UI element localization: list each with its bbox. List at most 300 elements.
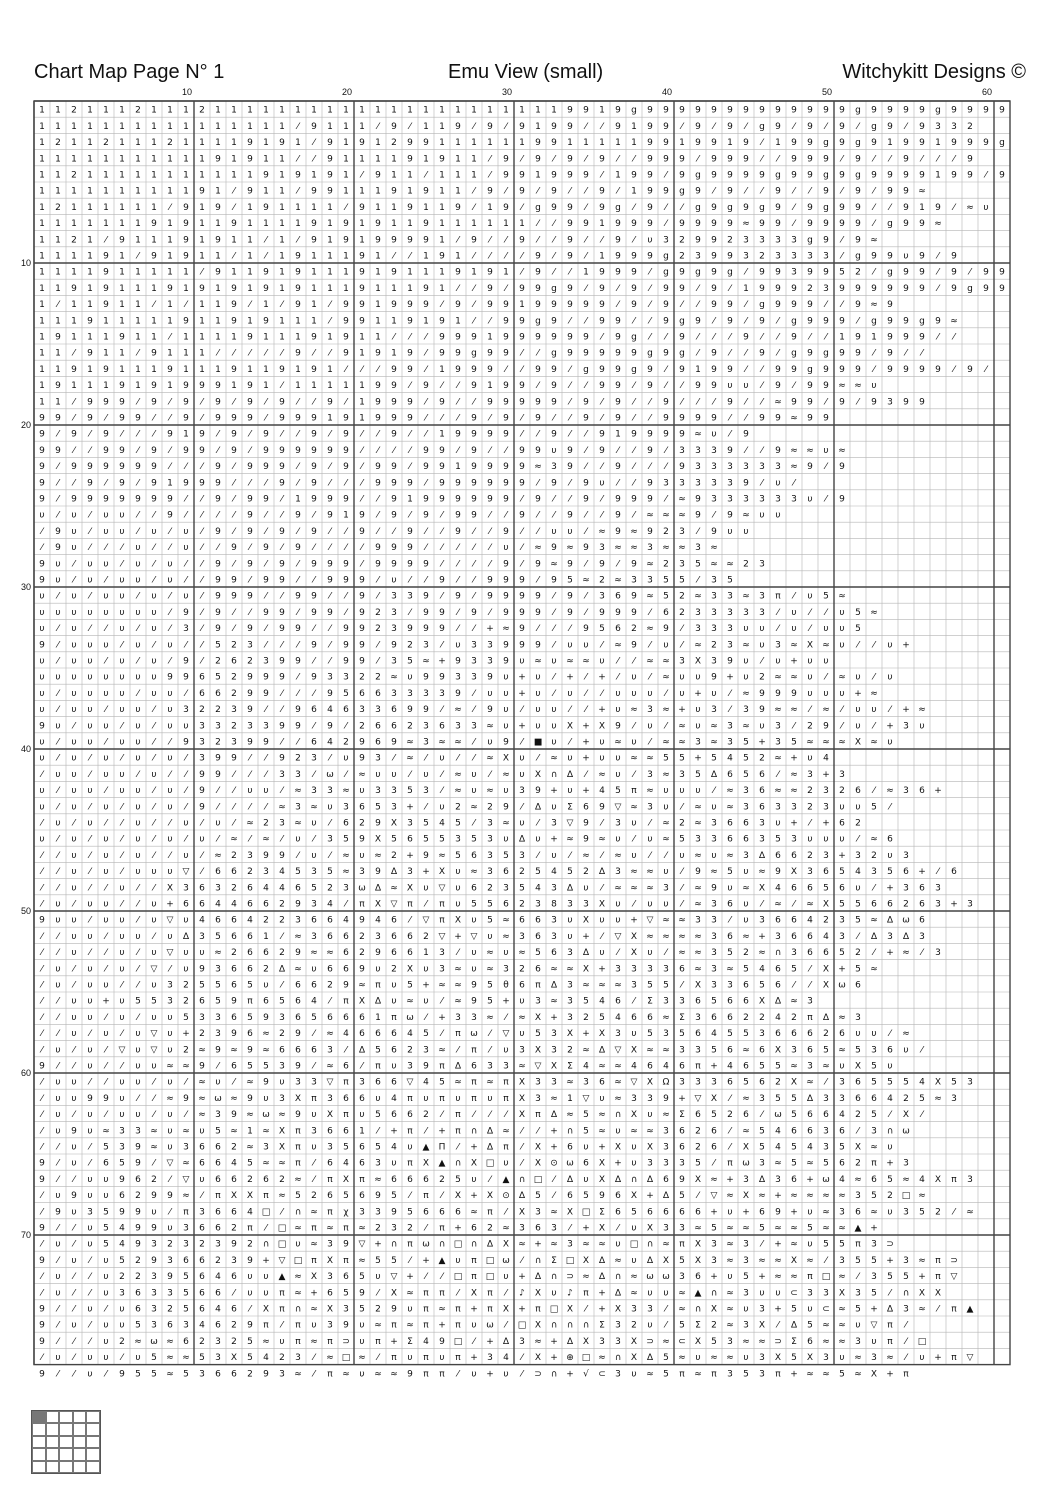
stitch-symbol: Χ — [903, 1110, 909, 1120]
stitch-symbol: 1 — [263, 365, 269, 375]
stitch-symbol: 9 — [199, 187, 205, 197]
stitch-symbol: 3 — [711, 576, 717, 586]
stitch-symbol: + — [550, 1013, 558, 1023]
stitch-symbol: 3 — [151, 1272, 157, 1282]
stitch-symbol: 9 — [487, 462, 493, 472]
stitch-symbol: 9 — [391, 495, 397, 505]
stitch-symbol: υ — [103, 689, 108, 699]
stitch-symbol: ⁄ — [87, 1078, 93, 1088]
stitch-symbol: ≈ — [790, 1240, 798, 1250]
stitch-symbol: ▽ — [615, 802, 622, 812]
stitch-symbol: 9 — [599, 187, 605, 197]
stitch-symbol: ∆ — [534, 802, 542, 812]
stitch-symbol: 3 — [455, 1013, 461, 1023]
stitch-symbol: 9 — [791, 397, 797, 407]
stitch-symbol: 9 — [39, 430, 45, 440]
stitch-symbol: 1 — [215, 219, 221, 229]
stitch-symbol: ⁄ — [167, 851, 173, 861]
stitch-symbol: 9 — [215, 559, 221, 569]
stitch-symbol: ⁄ — [183, 786, 189, 796]
stitch-symbol: g — [471, 349, 477, 359]
stitch-symbol: 5 — [663, 1353, 669, 1363]
stitch-symbol: υ — [135, 835, 140, 845]
stitch-symbol: ⁄ — [407, 333, 413, 343]
stitch-symbol: ≈ — [550, 997, 558, 1007]
stitch-symbol: 5 — [855, 1256, 861, 1266]
stitch-symbol: □ — [486, 1159, 495, 1169]
stitch-symbol: 9 — [327, 446, 333, 456]
stitch-symbol: 9 — [583, 819, 589, 829]
stitch-symbol: ⁄ — [135, 883, 141, 893]
stitch-symbol: 9 — [375, 397, 381, 407]
stitch-symbol: ⁄ — [151, 705, 157, 715]
stitch-symbol: ⁄ — [807, 981, 813, 991]
stitch-symbol: 9 — [295, 721, 301, 731]
stitch-symbol: ⁄ — [87, 592, 93, 602]
stitch-symbol: υ — [183, 543, 188, 553]
stitch-symbol: 9 — [39, 1369, 45, 1379]
stitch-symbol: ≈ — [614, 883, 622, 893]
stitch-symbol: 9 — [631, 349, 637, 359]
stitch-symbol: ⁄ — [327, 300, 333, 310]
stitch-symbol: π — [679, 1240, 685, 1250]
stitch-symbol: 5 — [679, 1321, 685, 1331]
stitch-symbol: + — [550, 835, 558, 845]
stitch-symbol: ⁄ — [55, 1159, 61, 1169]
stitch-symbol: Χ — [839, 1288, 845, 1298]
stitch-symbol: 9 — [247, 738, 253, 748]
stitch-symbol: 9 — [679, 333, 685, 343]
stitch-symbol: ▽ — [183, 867, 190, 877]
stitch-symbol: ⁄ — [343, 608, 349, 618]
stitch-symbol: 9 — [103, 446, 109, 456]
stitch-symbol: 9 — [247, 154, 253, 164]
stitch-symbol: 9 — [743, 171, 749, 181]
stitch-symbol: 6 — [743, 1062, 749, 1072]
stitch-symbol: 9 — [535, 559, 541, 569]
stitch-symbol: 9 — [679, 430, 685, 440]
stitch-symbol: 6 — [711, 1126, 717, 1136]
stitch-symbol: g — [871, 316, 877, 326]
stitch-symbol: 9 — [567, 122, 573, 132]
stitch-symbol: 9 — [55, 527, 61, 537]
stitch-symbol: 3 — [439, 689, 445, 699]
stitch-symbol: 6 — [375, 689, 381, 699]
stitch-symbol: ⁄ — [743, 349, 749, 359]
stitch-symbol: ⁄ — [631, 511, 637, 521]
stitch-symbol: 3 — [711, 1240, 717, 1250]
stitch-symbol: ⁄ — [39, 1288, 45, 1298]
stitch-symbol: υ — [71, 592, 76, 602]
stitch-symbol: 5 — [903, 1272, 909, 1282]
stitch-symbol: υ — [487, 1094, 492, 1104]
stitch-symbol: ⁄ — [263, 754, 269, 764]
stitch-symbol: 9 — [951, 138, 957, 148]
stitch-symbol: 6 — [231, 1272, 237, 1282]
stitch-symbol: 2 — [807, 802, 813, 812]
stitch-symbol: ≈ — [918, 1256, 926, 1266]
stitch-symbol: 6 — [279, 1045, 285, 1055]
stitch-symbol: υ — [103, 640, 108, 650]
stitch-symbol: ≈ — [438, 981, 446, 991]
stitch-symbol: ⁄ — [135, 527, 141, 537]
stitch-symbol: 6 — [247, 932, 253, 942]
stitch-symbol: ⁄ — [503, 252, 509, 262]
stitch-symbol: 3 — [871, 1240, 877, 1250]
stitch-symbol: 9 — [903, 316, 909, 326]
stitch-symbol: υ — [119, 916, 124, 926]
stitch-symbol: 3 — [695, 1045, 701, 1055]
stitch-symbol: ⁄ — [39, 1045, 45, 1055]
stitch-symbol: 9 — [455, 203, 461, 213]
stitch-symbol: ⁄ — [39, 770, 45, 780]
stitch-symbol: ⁄ — [775, 154, 781, 164]
stitch-symbol: ⁄ — [743, 365, 749, 375]
stitch-symbol: ▽ — [439, 932, 446, 942]
stitch-symbol: υ — [87, 721, 92, 731]
stitch-symbol: 1 — [375, 1013, 381, 1023]
stitch-symbol: π — [311, 1094, 317, 1104]
stitch-symbol: υ — [391, 997, 396, 1007]
stitch-symbol: 9 — [647, 171, 653, 181]
stitch-symbol: 9 — [103, 462, 109, 472]
stitch-symbol: ⁄ — [87, 835, 93, 845]
stitch-symbol: 4 — [775, 883, 781, 893]
stitch-symbol: ≈ — [358, 770, 366, 780]
stitch-symbol: π — [375, 981, 381, 991]
stitch-symbol: 9 — [103, 365, 109, 375]
stitch-symbol: 2 — [295, 754, 301, 764]
stitch-symbol: 3 — [711, 1256, 717, 1266]
stitch-symbol: ⁄ — [599, 333, 605, 343]
stitch-symbol: 1 — [103, 171, 109, 181]
stitch-symbol: ≈ — [134, 1337, 142, 1347]
stitch-symbol: ⁄ — [183, 640, 189, 650]
stitch-symbol: 9 — [775, 414, 781, 424]
stitch-symbol: 9 — [647, 478, 653, 488]
stitch-symbol: 3 — [519, 1045, 525, 1055]
stitch-symbol: 3 — [935, 883, 941, 893]
stitch-symbol: 3 — [391, 802, 397, 812]
stitch-symbol: ⁄ — [839, 252, 845, 262]
stitch-symbol: 9 — [663, 106, 669, 116]
stitch-symbol: υ — [71, 754, 76, 764]
stitch-symbol: + — [422, 1256, 430, 1266]
stitch-symbol: ⁄ — [647, 608, 653, 618]
stitch-symbol: π — [423, 1321, 429, 1331]
stitch-symbol: 3 — [711, 1078, 717, 1088]
stitch-symbol: 3 — [775, 252, 781, 262]
stitch-symbol: ≈ — [582, 981, 590, 991]
stitch-symbol: ≈ — [742, 1094, 750, 1104]
stitch-symbol: ⁄ — [375, 592, 381, 602]
stitch-symbol: 6 — [615, 1191, 621, 1201]
stitch-symbol: 9 — [855, 187, 861, 197]
stitch-symbol: 9 — [279, 138, 285, 148]
stitch-symbol: 6 — [327, 964, 333, 974]
stitch-symbol: 1 — [695, 365, 701, 375]
stitch-symbol: ▽ — [583, 1094, 590, 1104]
stitch-symbol: Χ — [759, 883, 765, 893]
stitch-symbol: ⁄ — [535, 754, 541, 764]
stitch-symbol: 9 — [407, 138, 413, 148]
stitch-symbol: ⁄ — [55, 786, 61, 796]
stitch-symbol: ≈ — [806, 1191, 814, 1201]
stitch-symbol: ⁄ — [455, 948, 461, 958]
stitch-symbol: ⁄ — [807, 705, 813, 715]
stitch-symbol: υ — [775, 657, 780, 667]
stitch-symbol: ⁄ — [647, 414, 653, 424]
stitch-symbol: π — [807, 1013, 813, 1023]
stitch-symbol: 1 — [87, 106, 93, 116]
stitch-symbol: 2 — [71, 106, 77, 116]
stitch-symbol: 9 — [311, 592, 317, 602]
stitch-symbol: ⁄ — [55, 430, 61, 440]
stitch-symbol: 9 — [375, 235, 381, 245]
stitch-symbol: 5 — [775, 1062, 781, 1072]
stitch-symbol: υ — [103, 1029, 108, 1039]
stitch-symbol: υ — [167, 559, 172, 569]
stitch-symbol: υ — [887, 738, 892, 748]
stitch-symbol: υ — [631, 1369, 636, 1379]
stitch-symbol: ⁄ — [519, 203, 525, 213]
stitch-symbol: υ — [407, 1305, 412, 1315]
stitch-symbol: 3 — [759, 592, 765, 602]
stitch-symbol: 9 — [855, 203, 861, 213]
stitch-symbol: 3 — [151, 1321, 157, 1331]
stitch-symbol: + — [902, 705, 910, 715]
stitch-symbol: 6 — [535, 932, 541, 942]
stitch-symbol: 6 — [199, 883, 205, 893]
stitch-symbol: 6 — [775, 981, 781, 991]
stitch-symbol: 3 — [599, 1337, 605, 1347]
stitch-symbol: ⁄ — [71, 981, 77, 991]
stitch-symbol: 9 — [599, 365, 605, 375]
stitch-symbol: 9 — [839, 203, 845, 213]
stitch-symbol: 9 — [535, 786, 541, 796]
stitch-symbol: 9 — [167, 1272, 173, 1282]
stitch-symbol: υ — [599, 478, 604, 488]
stitch-symbol: 5 — [679, 835, 685, 845]
stitch-symbol: 6 — [391, 916, 397, 926]
stitch-symbol: 3 — [311, 900, 317, 910]
stitch-symbol: + — [566, 1369, 574, 1379]
stitch-symbol: 3 — [615, 964, 621, 974]
stitch-symbol: + — [758, 1272, 766, 1282]
stitch-symbol: 9 — [215, 624, 221, 634]
stitch-symbol: υ — [71, 640, 76, 650]
stitch-symbol: Χ — [263, 1305, 269, 1315]
stitch-symbol: 9 — [807, 462, 813, 472]
stitch-symbol: 3 — [215, 1353, 221, 1363]
stitch-symbol: 9 — [407, 349, 413, 359]
stitch-symbol: υ — [471, 1321, 476, 1331]
stitch-symbol: 3 — [695, 446, 701, 456]
stitch-symbol: 1 — [423, 203, 429, 213]
stitch-symbol: ⁄ — [551, 414, 557, 424]
stitch-symbol: 9 — [327, 154, 333, 164]
stitch-symbol: ⁄ — [519, 1353, 525, 1363]
stitch-symbol: + — [678, 705, 686, 715]
stitch-symbol: υ — [167, 1126, 172, 1136]
stitch-symbol: υ — [71, 673, 76, 683]
stitch-symbol: 9 — [455, 657, 461, 667]
stitch-symbol: 1 — [215, 284, 221, 294]
stitch-symbol: 3 — [855, 1013, 861, 1023]
stitch-symbol: 2 — [247, 1240, 253, 1250]
stitch-symbol: π — [215, 1191, 221, 1201]
stitch-symbol: υ — [103, 527, 108, 537]
stitch-symbol: ⁄ — [151, 576, 157, 586]
stitch-symbol: υ — [151, 1062, 156, 1072]
stitch-symbol: Χ — [343, 1175, 349, 1185]
stitch-symbol: 9 — [119, 333, 125, 343]
stitch-symbol: + — [646, 1191, 654, 1201]
stitch-symbol: ⁄ — [39, 527, 45, 537]
stitch-symbol: 5 — [839, 268, 845, 278]
stitch-symbol: υ — [151, 900, 156, 910]
stitch-symbol: υ — [71, 1207, 76, 1217]
stitch-symbol: 9 — [39, 446, 45, 456]
stitch-symbol: 9 — [343, 1321, 349, 1331]
stitch-symbol: ≈ — [870, 916, 878, 926]
stitch-symbol: ⁄ — [567, 738, 573, 748]
stitch-symbol: 9 — [359, 268, 365, 278]
stitch-symbol: υ — [743, 900, 748, 910]
stitch-symbol: 9 — [71, 495, 77, 505]
stitch-symbol: ⁄ — [455, 608, 461, 618]
stitch-symbol: 9 — [279, 446, 285, 456]
stitch-symbol: ⁄ — [519, 559, 525, 569]
stitch-symbol: 5 — [711, 1224, 717, 1234]
stitch-symbol: 1 — [327, 122, 333, 132]
stitch-symbol: υ — [151, 867, 156, 877]
stitch-symbol: 9 — [423, 219, 429, 229]
stitch-symbol: 9 — [855, 235, 861, 245]
stitch-symbol: 9 — [887, 349, 893, 359]
stitch-symbol: ⁄ — [71, 1110, 77, 1120]
stitch-symbol: 5 — [343, 1143, 349, 1153]
stitch-symbol: ⁄ — [151, 559, 157, 569]
stitch-symbol: g — [935, 106, 941, 116]
stitch-symbol: υ — [135, 673, 140, 683]
stitch-symbol: ⁄ — [55, 1143, 61, 1153]
stitch-symbol: 3 — [759, 1353, 765, 1363]
stitch-symbol: 1 — [103, 187, 109, 197]
stitch-symbol: 9 — [359, 300, 365, 310]
stitch-symbol: Χ — [743, 1143, 749, 1153]
stitch-symbol: 6 — [343, 932, 349, 942]
stitch-symbol: ⁄ — [311, 349, 317, 359]
stitch-symbol: 9 — [295, 592, 301, 602]
stitch-symbol: ⁄ — [39, 1110, 45, 1120]
stitch-symbol: 1 — [135, 154, 141, 164]
stitch-symbol: 9 — [391, 462, 397, 472]
stitch-symbol: ⁄ — [519, 268, 525, 278]
stitch-symbol: υ — [807, 495, 812, 505]
stitch-symbol: 9 — [71, 365, 77, 375]
stitch-symbol: 4 — [631, 1062, 637, 1072]
stitch-symbol: ≈ — [838, 1224, 846, 1234]
stitch-symbol: 3 — [551, 1224, 557, 1234]
stitch-symbol: υ — [839, 624, 844, 634]
stitch-symbol: 1 — [87, 284, 93, 294]
stitch-symbol: Χ — [631, 1191, 637, 1201]
stitch-symbol: 6 — [359, 1143, 365, 1153]
stitch-symbol: ⁄ — [71, 819, 77, 829]
stitch-symbol: 9 — [183, 738, 189, 748]
stitch-symbol: □ — [918, 1337, 927, 1347]
stitch-symbol: ⁄ — [759, 333, 765, 343]
stitch-symbol: 9 — [727, 365, 733, 375]
stitch-symbol: υ — [455, 867, 460, 877]
stitch-symbol: υ — [87, 738, 92, 748]
stitch-symbol: ⁄ — [247, 802, 253, 812]
stitch-symbol: 9 — [839, 316, 845, 326]
stitch-symbol: 2 — [151, 1175, 157, 1185]
stitch-symbol: 6 — [743, 997, 749, 1007]
stitch-symbol: 1 — [311, 268, 317, 278]
stitch-symbol: π — [679, 1369, 685, 1379]
stitch-symbol: 1 — [151, 235, 157, 245]
stitch-symbol: 5 — [471, 900, 477, 910]
stitch-symbol: 3 — [311, 1126, 317, 1136]
stitch-symbol: 3 — [311, 867, 317, 877]
stitch-symbol: υ — [39, 705, 44, 715]
stitch-symbol: ⁄ — [39, 867, 45, 877]
stitch-symbol: ≈ — [790, 673, 798, 683]
stitch-symbol: 1 — [343, 187, 349, 197]
stitch-symbol: 6 — [199, 1143, 205, 1153]
stitch-symbol: υ — [167, 1045, 172, 1055]
stitch-symbol: 3 — [791, 1045, 797, 1055]
stitch-symbol: υ — [87, 786, 92, 796]
stitch-symbol: ⁄ — [823, 1078, 829, 1088]
stitch-symbol: 9 — [39, 576, 45, 586]
stitch-symbol: ⁄ — [759, 1110, 765, 1120]
stitch-symbol: 9 — [343, 981, 349, 991]
stitch-symbol: ≈ — [870, 300, 878, 310]
stitch-symbol: g — [791, 349, 797, 359]
stitch-symbol: 9 — [263, 203, 269, 213]
stitch-symbol: υ — [391, 1159, 396, 1169]
stitch-symbol: ⁄ — [151, 835, 157, 845]
stitch-symbol: 9 — [423, 138, 429, 148]
stitch-symbol: 9 — [279, 673, 285, 683]
stitch-symbol: 3 — [775, 802, 781, 812]
stitch-symbol: 6 — [759, 1078, 765, 1088]
stitch-symbol: ⁄ — [423, 349, 429, 359]
stitch-symbol: 9 — [87, 1094, 93, 1104]
stitch-symbol: ⁄ — [519, 1126, 525, 1136]
stitch-symbol: 1 — [455, 171, 461, 181]
stitch-symbol: 3 — [679, 478, 685, 488]
stitch-symbol: 3 — [903, 1207, 909, 1217]
stitch-symbol: 1 — [375, 203, 381, 213]
stitch-symbol: 6 — [423, 1175, 429, 1185]
stitch-symbol: 9 — [215, 154, 221, 164]
stitch-symbol: 9 — [343, 300, 349, 310]
stitch-symbol: ⁄ — [439, 381, 445, 391]
stitch-symbol: 9 — [119, 235, 125, 245]
stitch-symbol: 9 — [327, 397, 333, 407]
stitch-symbol: ⁄ — [199, 414, 205, 424]
stitch-symbol: υ — [87, 1110, 92, 1120]
stitch-symbol: ⁄ — [583, 673, 589, 683]
stitch-symbol: ∩ — [887, 1126, 894, 1136]
stitch-symbol: υ — [887, 673, 892, 683]
stitch-symbol: 3 — [119, 1288, 125, 1298]
